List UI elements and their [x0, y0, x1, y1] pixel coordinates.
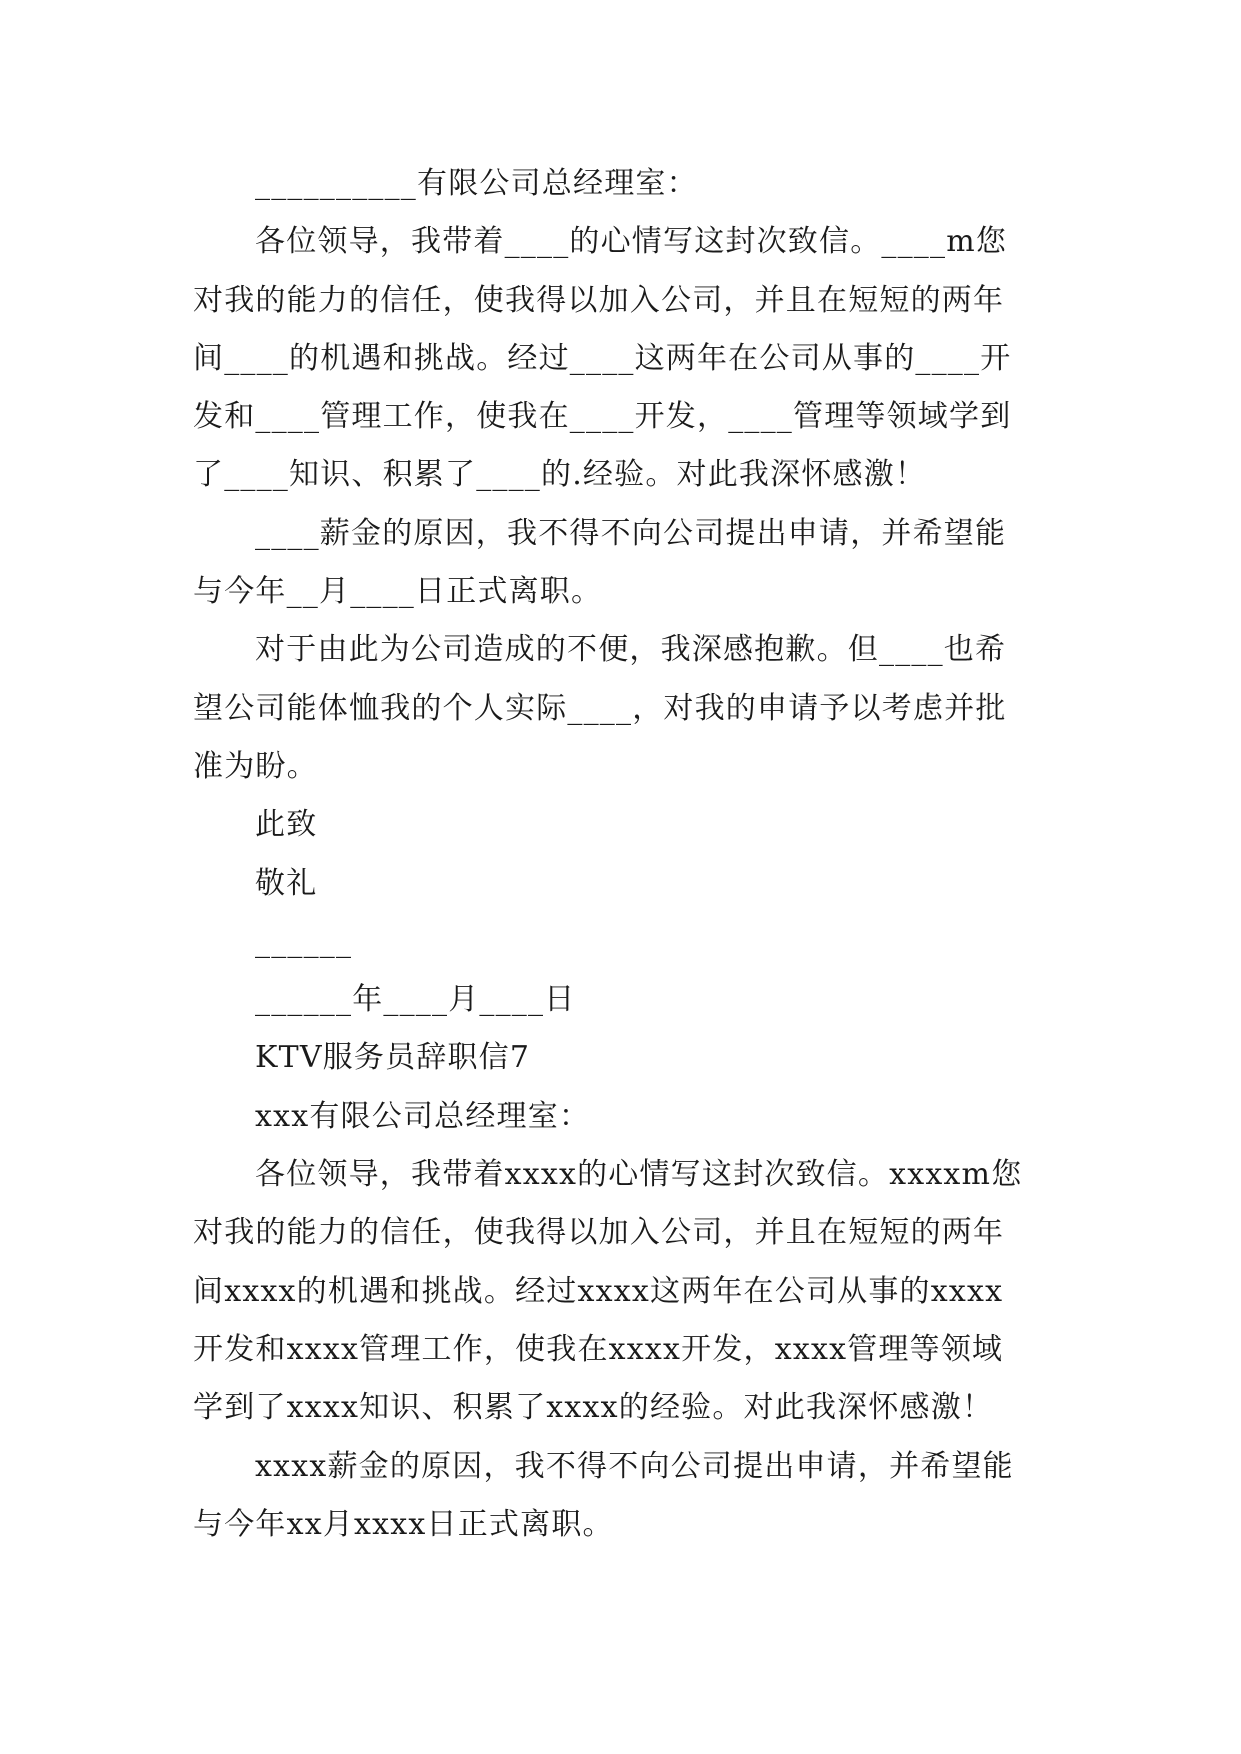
closing-line: 敬礼	[255, 865, 318, 901]
date-line: ______年____月____日	[255, 982, 576, 1018]
paragraph-line: 准为盼。	[193, 748, 318, 784]
paragraph-line: 对于由此为公司造成的不便，我深感抱歉。但____也希	[255, 632, 1007, 668]
paragraph-line: 间xxxx的机遇和挑战。经过xxxx这两年在公司从事的xxxx	[193, 1273, 1004, 1309]
letter-body	[193, 155, 1053, 1554]
paragraph-line: 对我的能力的信任，使我得以加入公司，并且在短短的两年	[193, 1215, 1005, 1251]
paragraph-line: 各位领导，我带着____的心情写这封次致信。____m您	[255, 224, 1008, 260]
paragraph-line: 间____的机遇和挑战。经过____这两年在公司从事的____开	[193, 340, 1012, 376]
signature-line: ______	[255, 923, 353, 959]
paragraph-line: 发和____管理工作，使我在____开发，____管理等领域学到	[193, 399, 1012, 435]
paragraph-line: 对我的能力的信任，使我得以加入公司，并且在短短的两年	[193, 282, 1005, 318]
paragraph-line: 各位领导，我带着xxxx的心情写这封次致信。xxxxm您	[255, 1157, 1023, 1193]
paragraph-line: 了____知识、积累了____的.经验。对此我深怀感激！	[193, 457, 927, 493]
paragraph-line: 学到了xxxx知识、积累了xxxx的经验。对此我深怀感激！	[193, 1390, 994, 1426]
paragraph-line: 与今年xx月xxxx日正式离职。	[193, 1506, 614, 1542]
paragraph-line: 开发和xxxx管理工作，使我在xxxx开发，xxxx管理等领域	[193, 1331, 1004, 1367]
section-title: KTV服务员辞职信7	[255, 1040, 531, 1076]
closing-line: 此致	[255, 807, 318, 843]
addressee-line: __________有限公司总经理室：	[255, 166, 698, 201]
paragraph-line: 望公司能体恤我的个人实际____，对我的申请予以考虑并批	[193, 690, 1007, 726]
paragraph-line: ____薪金的原因，我不得不向公司提出申请，并希望能	[255, 515, 1007, 551]
paragraph-line: 与今年__月____日正式离职。	[193, 574, 603, 610]
addressee-line: xxx有限公司总经理室：	[255, 1098, 591, 1134]
paragraph-line: xxxx薪金的原因，我不得不向公司提出申请，并希望能	[255, 1448, 1014, 1484]
